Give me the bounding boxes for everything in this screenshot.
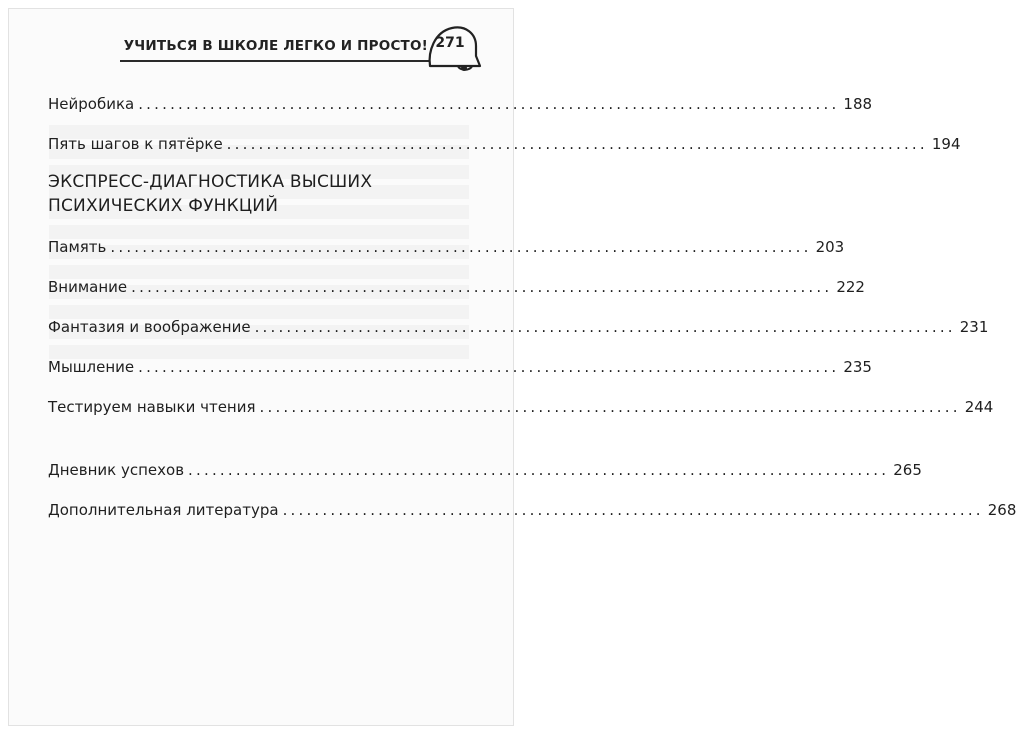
dot-leader: ........................................................................................ (138, 95, 840, 113)
toc-entry-memory (48, 238, 845, 256)
section-heading-line-1: ЭКСПРЕСС-ДИАГНОСТИКА ВЫСШИХ (48, 172, 373, 192)
toc-entry-reading (48, 398, 994, 416)
dot-leader: ........................................................................................ (110, 238, 812, 256)
toc-entry-page: 188 (843, 95, 873, 113)
running-header (120, 38, 432, 62)
toc-entry-page: 222 (836, 278, 865, 296)
toc-entry-page: 231 (959, 318, 989, 336)
toc-entry-page: 244 (964, 398, 994, 416)
section-heading-line-2: ПСИХИЧЕСКИХ ФУНКЦИЙ (48, 196, 279, 216)
page-number: 271 (435, 35, 465, 51)
toc-entry-label: Тестируем навыки чтения (48, 398, 256, 416)
toc-entry-label: Внимание (48, 278, 128, 296)
toc-entry-page: 265 (893, 461, 922, 479)
dot-leader: ........................................................................................ (226, 135, 928, 153)
toc-entry-page: 235 (843, 358, 872, 376)
toc-entry-fantasy (48, 318, 989, 336)
dot-leader: ........................................................................................ (131, 278, 833, 296)
toc-entry-label: Дневник успехов (48, 461, 185, 479)
toc-entry-label: Пять шагов к пятёрке (48, 135, 223, 153)
toc-entry-label: Память (48, 238, 107, 256)
toc-entry-label: Фантазия и воображение (48, 318, 251, 336)
toc-entry-page: 194 (931, 135, 961, 153)
section-heading (48, 170, 452, 218)
toc-entry-label: Дополнительная литература (48, 501, 279, 519)
toc-entry-label: Мышление (48, 358, 135, 376)
dot-leader: ........................................................................................ (259, 398, 961, 416)
dot-leader: ........................................................................................ (138, 358, 840, 376)
bell-icon (426, 22, 482, 72)
dot-leader: ........................................................................................ (282, 501, 984, 519)
toc-entry-attention (48, 278, 865, 296)
toc-entry-further-reading (48, 501, 1016, 519)
dot-leader: ........................................................................................ (188, 461, 890, 479)
show-through-grid (69, 369, 479, 719)
toc-entry-success-diary (48, 461, 922, 479)
toc-entry-five-steps (48, 135, 961, 153)
toc-entry-page: 268 (987, 501, 1016, 519)
toc-entry-neurobics (48, 95, 873, 113)
toc-entry-page: 203 (815, 238, 845, 256)
running-header-title: УЧИТЬСЯ В ШКОЛЕ ЛЕГКО И ПРОСТО! (123, 38, 428, 54)
toc-entry-thinking (48, 358, 872, 376)
dot-leader: ........................................................................................ (254, 318, 956, 336)
toc-entry-label: Нейробика (48, 95, 135, 113)
